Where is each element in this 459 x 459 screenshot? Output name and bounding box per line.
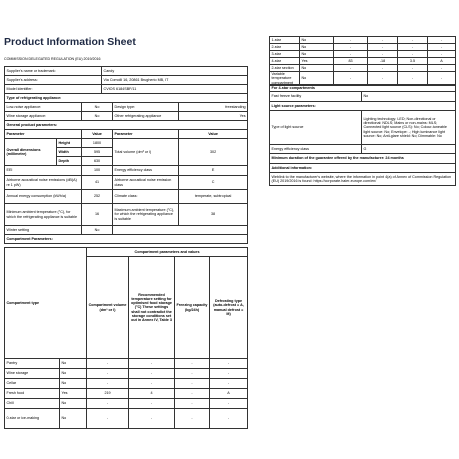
compartment-defrost: A: [210, 389, 248, 399]
height-label: Height: [57, 139, 82, 148]
compartment-parameters-heading: Compartment Parameters:: [5, 235, 248, 244]
compartment-volume: 219: [87, 389, 129, 399]
compartment-name: 0-star or ice-making: [5, 409, 60, 429]
min-ambient-label: Minimum ambient temperature (°C), for which the refrigerating appliance is suitable: [5, 204, 82, 226]
compartment-temp: -: [129, 359, 175, 369]
compartment-freeze: -: [398, 51, 428, 58]
type-row-label: Low-noise appliance:: [5, 103, 82, 112]
compartment-temp: -: [129, 369, 175, 379]
compartment-volume: -: [87, 359, 129, 369]
compartment-volume: -: [334, 51, 368, 58]
compartment-defrost: -: [428, 51, 456, 58]
compartment-freeze: -: [175, 359, 210, 369]
compartment-present: No: [300, 51, 334, 58]
param-header: Parameter: [5, 130, 82, 139]
compartment-present: No: [60, 369, 87, 379]
compartment-present: No: [60, 359, 87, 369]
supplier-name-value: Candy: [102, 67, 248, 76]
compartment-present: Yes: [60, 389, 87, 399]
compartment-freeze: -: [398, 44, 428, 51]
max-ambient-label: Maximum ambient temperature (°C), for which the refrigerating appliance is suitable: [113, 204, 179, 226]
compartment-volume: -: [334, 65, 368, 72]
compartment-name: Pantry: [5, 359, 60, 369]
compartment-defrost: A: [428, 58, 456, 65]
compartment-temp: -: [129, 409, 175, 429]
total-volume-value: 302: [179, 139, 248, 166]
model-identifier-label: Model identifier:: [5, 85, 102, 94]
light-source-heading: Light source parameters:: [270, 102, 456, 111]
compartment-values-header: Compartment parameters and values: [87, 248, 248, 257]
compartment-present: No: [60, 379, 87, 389]
compartment-name: Chill: [5, 399, 60, 409]
general-parameters-heading: General product parameters:: [5, 121, 248, 130]
overall-dimensions-label: Overall dimensions (millimetre): [5, 139, 57, 166]
noise-emission-label: Airborne acoustical noise emissions (dB(A) re 1 pW): [5, 176, 82, 190]
light-class-label: Energy efficiency class: [270, 145, 362, 154]
compartment-defrost: -: [210, 359, 248, 369]
compartment-volume: -: [334, 72, 368, 86]
type-row-value: No: [82, 112, 113, 121]
type-row-value: No: [82, 103, 113, 112]
compartment-freeze: -: [175, 369, 210, 379]
depth-value: 630: [82, 157, 113, 166]
winter-setting-label: Winter setting: [5, 226, 82, 235]
param-header-2: Parameter: [113, 130, 179, 139]
annual-energy-label: Annual energy consumption (kWh/a): [5, 190, 82, 204]
type-row-label-2: Other refrigerating appliance: [113, 112, 179, 121]
supplier-name-label: Supplier's name or trademark:: [5, 67, 102, 76]
energy-class-value: E: [179, 166, 248, 176]
compartment-defrost: -: [210, 379, 248, 389]
compartment-present: No: [300, 37, 334, 44]
general-parameters-table: [4, 66, 248, 244]
type-row-value-2: freestanding: [179, 103, 248, 112]
total-volume-label: Total volume (dm³ or l): [113, 139, 179, 166]
depth-label: Depth: [57, 157, 82, 166]
compartment-freeze: -: [175, 399, 210, 409]
compartment-name: 2-star: [270, 44, 300, 51]
supplier-address-value: Via Comolli 16, 20861 Brugherio MB, IT: [102, 76, 248, 85]
compartment-temp: -: [368, 37, 398, 44]
compartment-present: No: [300, 44, 334, 51]
eei-label: EEI: [5, 166, 82, 176]
compartment-freeze: -: [398, 37, 428, 44]
compartment-freeze: -: [175, 409, 210, 429]
compartment-defrost: -: [428, 72, 456, 86]
star-compartments-table: [269, 36, 456, 86]
value-header: Value: [82, 130, 113, 139]
fast-freeze-label: Fast freeze facility: [270, 92, 362, 102]
compartment-volume: -: [87, 369, 129, 379]
compartment-table: [4, 247, 248, 429]
compartment-temp: -: [368, 44, 398, 51]
type-row-value-2: Yes: [179, 112, 248, 121]
compartment-freeze: -: [175, 379, 210, 389]
compartment-name: 1-star: [270, 37, 300, 44]
compartment-name: 2-star section: [270, 65, 300, 72]
light-type-label: Type of light source: [270, 111, 362, 145]
freezing-capacity-header: Freezing capacity (kg/24h): [175, 257, 210, 359]
compartment-volume: -: [87, 399, 129, 409]
compartment-temp: -: [368, 51, 398, 58]
compartment-name: Cellar: [5, 379, 60, 389]
compartment-name: Wine storage: [5, 369, 60, 379]
compartment-freeze: -: [175, 389, 210, 399]
type-row-label-2: Design type:: [113, 103, 179, 112]
compartment-volume: -: [334, 44, 368, 51]
fast-freeze-value: No: [362, 92, 456, 102]
additional-info-label: Additional information:: [270, 164, 456, 173]
guarantee-text: Minimum duration of the guarantee offered by the manufacturer: 24 months: [270, 154, 456, 164]
light-type-value: Lighting technology: LED; Non-directional or directional: NDLS; Mains or non-mains: MLS; Connected light source (CLS): No; Colour-tuneable light source: No; Envelope: -; High luminance light source: No; Anti-glare shield: No; Dimmable: No: [362, 111, 456, 145]
compartment-temp: -: [129, 399, 175, 409]
compartment-defrost: -: [210, 409, 248, 429]
compartment-defrost: -: [428, 65, 456, 72]
winter-setting-value: No: [82, 226, 113, 235]
compartment-present: Yes: [300, 58, 334, 65]
width-value: 595: [82, 148, 113, 157]
model-identifier-value: CVIOS 6184SBF/11: [102, 85, 248, 94]
compartment-name: Variable temperature compartment: [270, 72, 300, 86]
compartment-present: No: [60, 409, 87, 429]
energy-class-label: Energy efficiency class: [113, 166, 179, 176]
compartment-freeze: -: [398, 65, 428, 72]
compartment-temp: -18: [368, 58, 398, 65]
compartment-temp: 4: [129, 389, 175, 399]
compartment-defrost: -: [210, 369, 248, 379]
noise-class-label: Airborne acoustical noise emission class: [113, 176, 179, 190]
sheet-title: Product Information Sheet: [4, 36, 136, 48]
manufacturer-weblink: Weblink to the manufacturer's website, where the information in point 4(a) of Annex of Commission Regulation (EU) 2019/2016 is found: https://corporate.haier-europe.com/en/: [270, 173, 456, 186]
compartment-name: 4-star: [270, 58, 300, 65]
height-value: 1800: [82, 139, 113, 148]
type-row-label: Wine storage appliance:: [5, 112, 82, 121]
appliance-type-heading: Type of refrigerating appliance:: [5, 94, 248, 103]
noise-class-value: C: [179, 176, 248, 190]
compartment-present: No: [60, 399, 87, 409]
defrosting-type-header: Defrosting type (auto-defrost = A, manual defrost = M): [210, 257, 248, 359]
empty-cell: [113, 226, 248, 235]
compartment-volume: -: [87, 409, 129, 429]
width-label: Width: [57, 148, 82, 157]
compartment-temp: -: [368, 65, 398, 72]
annual-energy-value: 252: [82, 190, 113, 204]
max-ambient-value: 38: [179, 204, 248, 226]
compartment-freeze: 3.5: [398, 58, 428, 65]
light-source-table: [269, 84, 456, 186]
compartment-defrost: -: [428, 37, 456, 44]
regulation-reference: COMMISSION DELEGATED REGULATION (EU) 2019/2016: [4, 57, 101, 61]
compartment-name: 3-star: [270, 51, 300, 58]
compartment-defrost: -: [428, 44, 456, 51]
compartment-type-header: Compartment type: [5, 248, 87, 359]
noise-emission-value: 41: [82, 176, 113, 190]
compartment-volume: -: [334, 37, 368, 44]
climate-class-value: temperate, subtropical: [179, 190, 248, 204]
compartment-volume: -: [87, 379, 129, 389]
four-star-heading: For 4-star compartments: [270, 85, 456, 92]
compartment-present: No: [300, 65, 334, 72]
compartment-volume: 83: [334, 58, 368, 65]
eei-value: 100: [82, 166, 113, 176]
compartment-temp: -: [368, 72, 398, 86]
supplier-address-label: Supplier's address:: [5, 76, 102, 85]
compartment-temp: -: [129, 379, 175, 389]
light-class-value: G: [362, 145, 456, 154]
recommended-temp-header: Recommended temperature setting for optimised food storage (°C) These settings shall not contradict the storage conditions set out in Annex IV, Table 3: [129, 257, 175, 359]
climate-class-label: Climate class:: [113, 190, 179, 204]
compartment-present: No: [300, 72, 334, 86]
value-header-2: Value: [179, 130, 248, 139]
compartment-volume-header: Compartment volume (dm³ or l): [87, 257, 129, 359]
compartment-freeze: -: [398, 72, 428, 86]
compartment-defrost: -: [210, 399, 248, 409]
compartment-name: Fresh food: [5, 389, 60, 399]
min-ambient-value: 16: [82, 204, 113, 226]
